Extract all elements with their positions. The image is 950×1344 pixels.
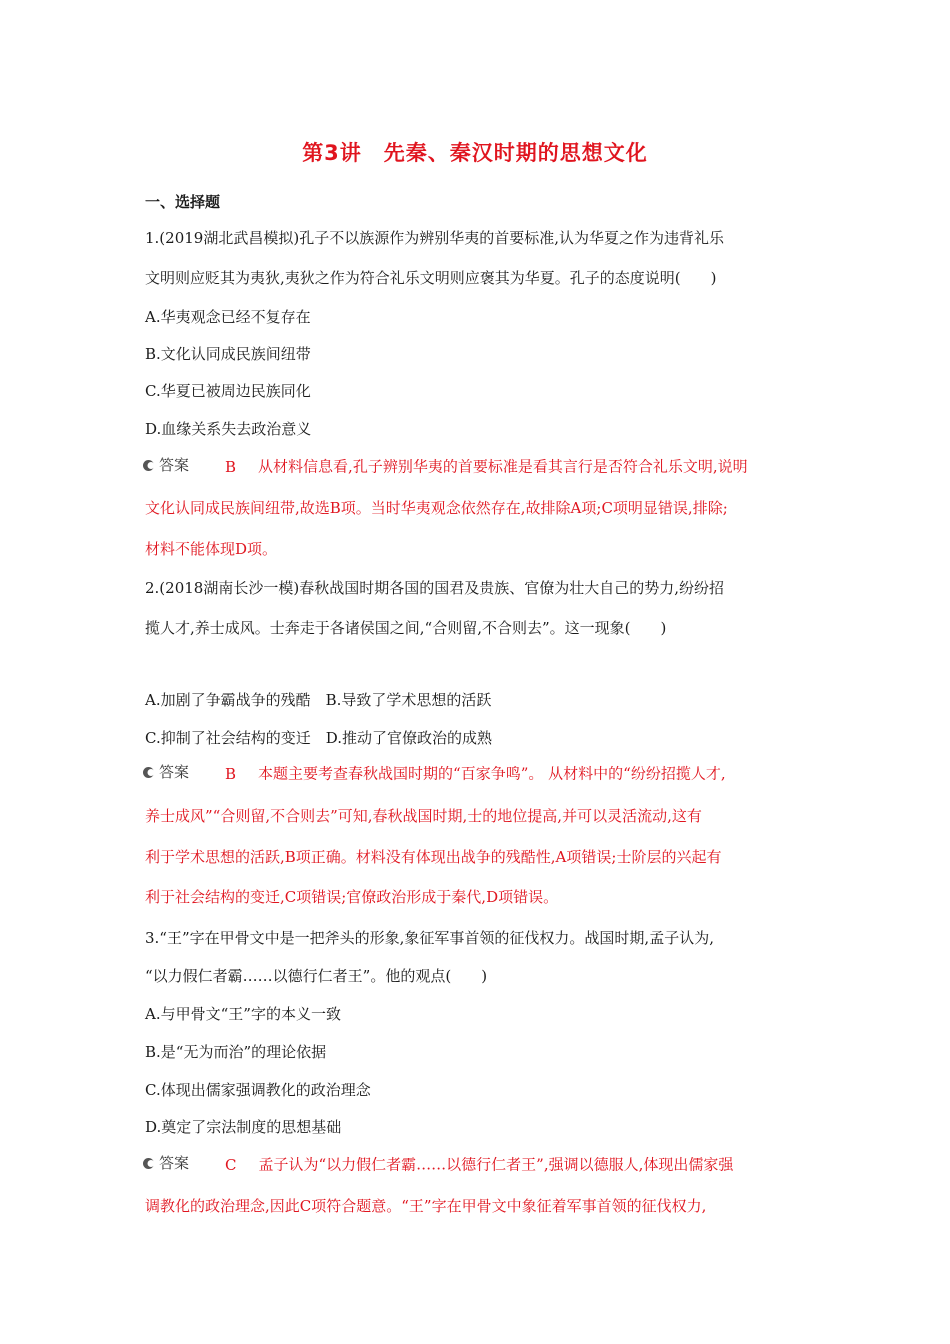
page-title: 第3讲 先秦、秦汉时期的思想文化	[302, 141, 648, 165]
q1-answer-line	[145, 455, 748, 477]
answer-explanation: 本题主要考查春秋战国时期的“百家争鸣”。 从材料中的“纷纷招揽人才,	[258, 764, 726, 783]
answer-key-icon	[142, 1157, 155, 1170]
q2-explanation-line: 利于社会结构的变迁,C项错误;官僚政治形成于秦代,D项错误。	[145, 888, 559, 906]
answer-label: 答案	[159, 763, 190, 781]
q1-option-d: D.血缘关系失去政治意义	[145, 420, 312, 438]
q2-explanation-line: 养士成风”“合则留,不合则去”可知,春秋战国时期,士的地位提高,并可以灵活流动,这有	[145, 807, 702, 825]
answer-key-icon	[142, 459, 155, 472]
q2-stem-line: 揽人才,养士成风。士奔走于各诸侯国之间,“合则留,不合则去”。这一现象( )	[145, 619, 667, 637]
q1-stem-line: 1.(2019湖北武昌模拟)孔子不以族源作为辨别华夷的首要标准,认为华夏之作为违背礼乐	[145, 229, 724, 247]
q2-explanation-line: 利于学术思想的活跃,B项正确。材料没有体现出战争的残酷性,A项错误;士阶层的兴起有	[145, 848, 722, 866]
q1-explanation-line: 文化认同成民族间纽带,故选B项。当时华夷观念依然存在,故排除A项;C项明显错误,排除;	[145, 499, 728, 517]
q3-answer-line	[145, 1153, 733, 1175]
q1-explanation-line: 材料不能体现D项。	[145, 540, 278, 558]
q3-option-d: D.奠定了宗法制度的思想基础	[145, 1118, 342, 1136]
section-heading: 一、选择题	[145, 193, 221, 211]
q3-option-a: A.与甲骨文“王”字的本义一致	[145, 1005, 341, 1023]
q3-stem-line: 3.“王”字在甲骨文中是一把斧头的形象,象征军事首领的征伐权力。战国时期,孟子认为,	[145, 929, 714, 947]
answer-letter: B	[225, 764, 237, 783]
answer-label: 答案	[159, 1154, 190, 1172]
q2-answer-line	[145, 762, 726, 784]
answer-key-icon	[142, 766, 155, 779]
q3-stem-line: “以力假仁者霸……以德行仁者王”。他的观点( )	[145, 967, 488, 985]
q2-options-ab: A.加剧了争霸战争的残酷 B.导致了学术思想的活跃	[145, 691, 492, 709]
q1-option-b: B.文化认同成民族间纽带	[145, 345, 311, 363]
answer-letter: C	[225, 1155, 237, 1174]
q3-explanation-line: 调教化的政治理念,因此C项符合题意。“王”字在甲骨文中象征着军事首领的征伐权力,	[145, 1197, 707, 1215]
q2-stem-line: 2.(2018湖南长沙一模)春秋战国时期各国的国君及贵族、官僚为壮大自己的势力,纷纷招	[145, 579, 724, 597]
q2-options-cd: C.抑制了社会结构的变迁 D.推动了官僚政治的成熟	[145, 729, 492, 747]
q3-option-c: C.体现出儒家强调教化的政治理念	[145, 1081, 371, 1099]
answer-label: 答案	[159, 456, 190, 474]
q3-option-b: B.是“无为而治”的理论依据	[145, 1043, 327, 1061]
q1-stem-line: 文明则应贬其为夷狄,夷狄之作为符合礼乐文明则应褒其为华夏。孔子的态度说明( )	[145, 269, 717, 287]
q1-option-c: C.华夏已被周边民族同化	[145, 382, 311, 400]
q1-option-a: A.华夷观念已经不复存在	[145, 308, 311, 326]
answer-explanation: 从材料信息看,孔子辨别华夷的首要标准是看其言行是否符合礼乐文明,说明	[258, 457, 748, 476]
answer-explanation: 孟子认为“以力假仁者霸……以德行仁者王”,强调以德服人,体现出儒家强	[258, 1155, 734, 1174]
answer-letter: B	[225, 457, 237, 476]
